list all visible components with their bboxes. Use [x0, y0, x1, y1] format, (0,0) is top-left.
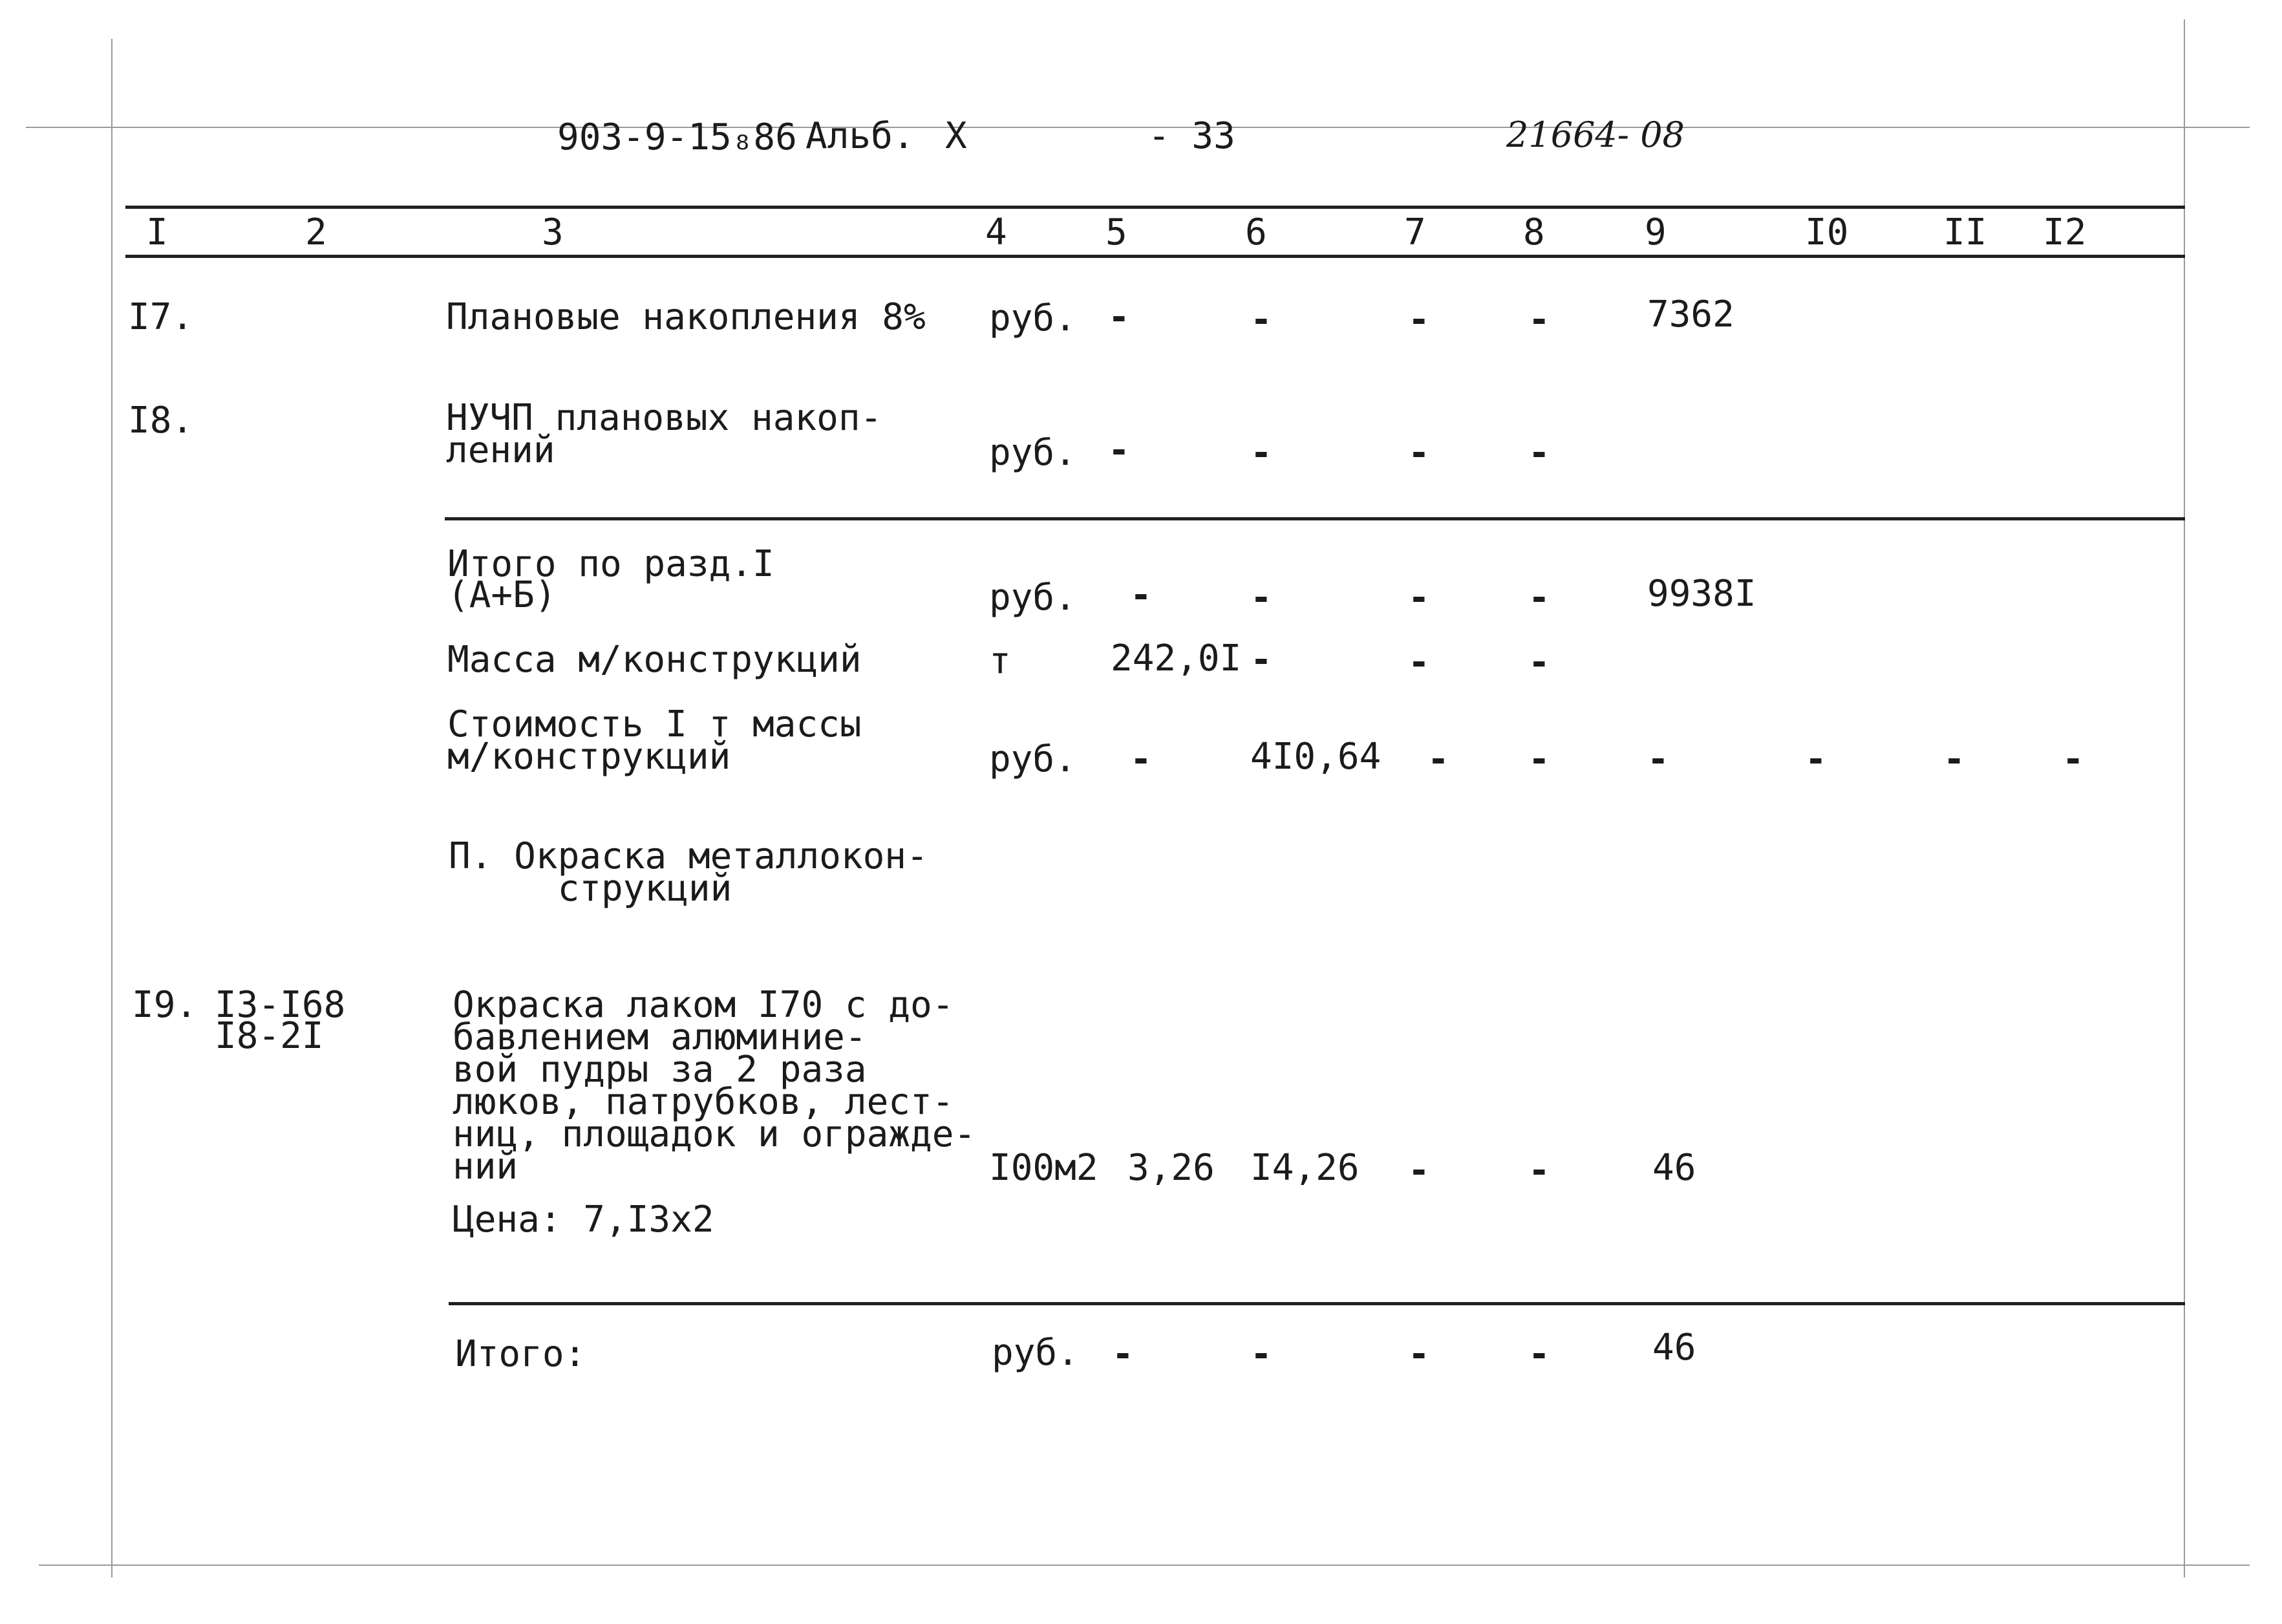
col8-value: -: [1528, 432, 1550, 474]
col9-value: -: [1647, 738, 1669, 780]
section-title-line: струкций: [449, 868, 732, 910]
col6-value: -: [1250, 577, 1272, 619]
unit: руб.: [989, 297, 1076, 339]
section-title-line: П. Окраска металлокон-: [449, 835, 928, 877]
col5-value: -: [1108, 296, 1130, 338]
column-header: 7: [1404, 211, 1426, 253]
unit: руб.: [992, 1332, 1079, 1374]
col6-value: -: [1250, 639, 1272, 681]
col8-value: -: [1528, 738, 1550, 780]
col5-value: 242,0I: [1111, 637, 1242, 679]
scan-frame-top: [26, 127, 2250, 128]
col9-value: 7362: [1647, 294, 1734, 336]
doc-code: 903-9-15₈86: [557, 116, 797, 158]
header-top-rule: [125, 206, 2185, 209]
inventory-number: 21664- 08: [1506, 114, 1685, 155]
col12-value: -: [2062, 738, 2084, 780]
col5-value: -: [1108, 429, 1130, 471]
album-number: X: [945, 115, 967, 157]
col5-value: -: [1112, 1333, 1134, 1375]
row-number: I9.: [132, 984, 198, 1026]
item-name-line: НУЧП плановых накоп-: [446, 397, 882, 439]
item-name-line: м/конструкций: [447, 736, 731, 778]
column-header: 9: [1645, 211, 1667, 253]
column-header: 3: [542, 211, 564, 253]
page-number: - 33: [1148, 115, 1235, 157]
col8-value: -: [1528, 1149, 1550, 1191]
col6-value: I4,26: [1250, 1147, 1360, 1189]
unit: I00м2: [989, 1147, 1098, 1189]
row-number: I8.: [128, 400, 194, 442]
column-header: I0: [1805, 211, 1849, 253]
col6-value: -: [1250, 299, 1272, 341]
col6-value: -: [1250, 432, 1272, 474]
item-name: Плановые накопления 8%: [446, 296, 926, 338]
item-name-line: вой пудры за 2 раза: [453, 1049, 867, 1091]
item-name-line: ниц, площадок и огражде-: [453, 1113, 976, 1155]
item-name: Масса м/конструкций: [447, 639, 862, 681]
col7-value: -: [1408, 641, 1430, 683]
album-label: Альб.: [805, 115, 915, 157]
price-note: Цена: 7,I3x2: [453, 1199, 714, 1241]
col9-value: 46: [1652, 1147, 1696, 1189]
col9-value: 46: [1652, 1327, 1696, 1369]
col6-value: 4I0,64: [1250, 736, 1381, 778]
item-name-line: лений: [446, 429, 555, 471]
col8-value: -: [1528, 641, 1550, 683]
col7-value: -: [1408, 432, 1430, 474]
unit: руб.: [989, 738, 1076, 780]
col7-value: -: [1408, 1333, 1430, 1375]
unit: руб.: [989, 577, 1076, 619]
col9-value: 9938I: [1647, 573, 1756, 615]
column-header: I: [146, 211, 168, 253]
col7-value: -: [1427, 738, 1449, 780]
col8-value: -: [1528, 1333, 1550, 1375]
item-name-line: Окраска лаком I70 с до-: [453, 984, 954, 1026]
column-header: 4: [985, 211, 1007, 253]
column-header: 5: [1105, 211, 1127, 253]
scan-frame-right: [2184, 19, 2185, 1577]
item-name-line: люков, патрубков, лест-: [453, 1081, 954, 1123]
rate-code-line: I3-I68: [215, 984, 346, 1026]
total-rule: [449, 1302, 2185, 1305]
col7-value: -: [1408, 1149, 1430, 1191]
item-name-line: ний: [453, 1146, 518, 1188]
column-header: I2: [2043, 211, 2087, 253]
row-number: I7.: [128, 296, 194, 338]
item-name: Итого:: [455, 1333, 586, 1375]
item-name-line: Стоимость I т массы: [447, 703, 862, 745]
col7-value: -: [1408, 577, 1430, 619]
item-name-line: (А+Б): [447, 574, 557, 616]
col6-value: -: [1250, 1333, 1272, 1375]
column-header: 2: [305, 211, 327, 253]
rate-code-line: I8-2I: [215, 1015, 324, 1057]
scan-frame-bottom: [39, 1565, 2250, 1566]
col5-value: -: [1130, 574, 1152, 616]
col10-value: -: [1805, 738, 1827, 780]
col11-value: -: [1943, 738, 1965, 780]
column-header: 6: [1245, 211, 1267, 253]
subtotal-rule: [445, 517, 2185, 520]
col5-value: -: [1130, 738, 1152, 780]
header-bottom-rule: [125, 255, 2185, 258]
unit: руб.: [989, 432, 1076, 474]
col8-value: -: [1528, 299, 1550, 341]
item-name-line: бавлением алюминие-: [453, 1016, 867, 1058]
column-header: II: [1943, 211, 1987, 253]
col5-value: 3,26: [1127, 1147, 1215, 1189]
scan-frame-left: [111, 39, 112, 1577]
col8-value: -: [1528, 577, 1550, 619]
col7-value: -: [1408, 299, 1430, 341]
unit: т: [989, 640, 1011, 682]
item-name-line: Итого по разд.I: [447, 543, 774, 585]
column-header: 8: [1523, 211, 1545, 253]
